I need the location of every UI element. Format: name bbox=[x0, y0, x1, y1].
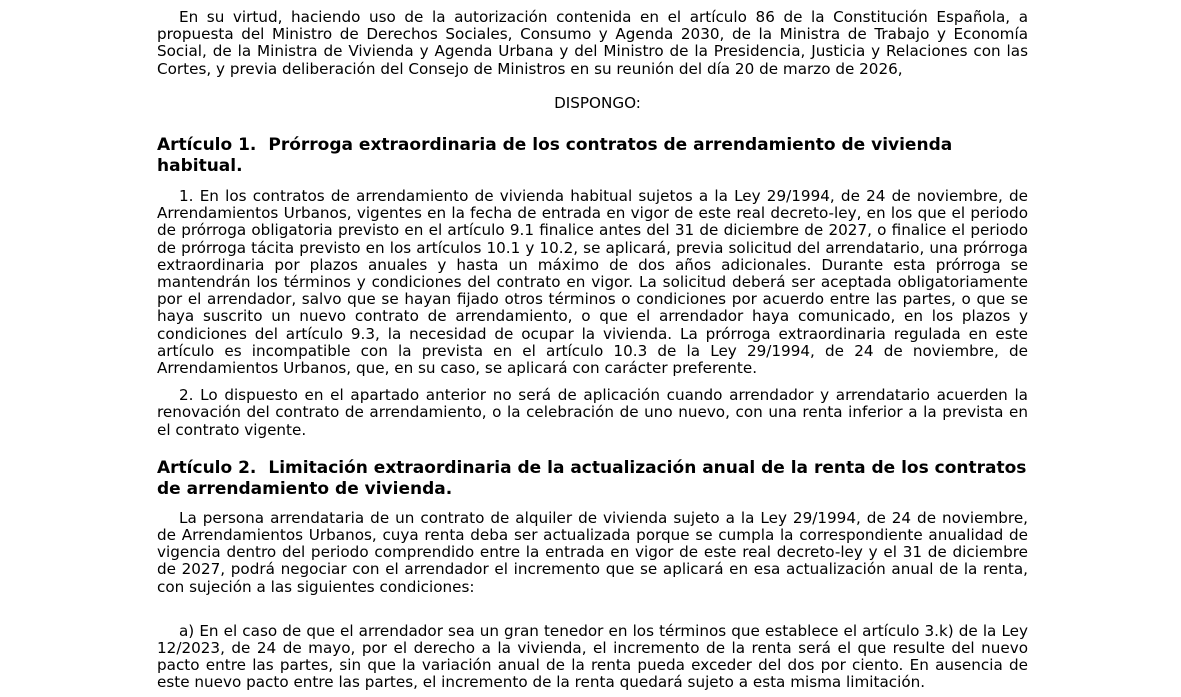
article-2-item-a: a) En el caso de que el arrendador sea un gran tenedor en los términos que establece el artículo 3.k) de la Ley 12/2023, de 24 de mayo, por el derecho a la vivienda, el incremento de la renta será el que resulte del nuevo pacto entre las partes, sin que la variación anual de la renta pueda exceder del dos por ciento. En ausencia de este nuevo pacto entre las partes, el incremento de la renta quedará sujeto a esta misma limitación. bbox=[157, 621, 1028, 692]
article-1-title: Prórroga extraordinaria de los contratos de arrendamiento de vivienda habitual. bbox=[157, 135, 953, 177]
dispongo-heading: DISPONGO: bbox=[554, 93, 641, 112]
article-1-heading bbox=[157, 135, 1028, 177]
article-2-title: Limitación extraordinaria de la actualización anual de la renta de los contratos de arrendamiento de vivienda. bbox=[157, 457, 1027, 499]
preamble-paragraph: En su virtud, haciendo uso de la autorización contenida en el artículo 86 de la Constitución Española, a propuesta del Ministro de Derechos Sociales, Consumo y Agenda 2030, de la Ministra de Trabajo y Economía Social, de la Ministra de Vivienda y Agenda Urbana y del Ministro de la Presidencia, Justicia y Relaciones con las Cortes, y previa deliberación del Consejo de Ministros en su reunión del día 20 de marzo de 2026, bbox=[157, 8, 1028, 78]
article-2-heading bbox=[157, 458, 1028, 500]
article-1-paragraph-2: 2. Lo dispuesto en el apartado anterior no será de aplicación cuando arrendador y arrendatario acuerden la renovación del contrato de arrendamiento, o la celebración de uno nuevo, con una renta inferior a la prevista en el contrato vigente. bbox=[157, 386, 1028, 439]
article-1-paragraph-1: 1. En los contratos de arrendamiento de vivienda habitual sujetos a la Ley 29/1994, de 24 de noviembre, de Arrendamientos Urbanos, vigentes en la fecha de entrada en vigor de este real decreto-ley, en los que el periodo de prórroga obligatoria previsto en el artículo 9.1 finalice antes del 31 de diciembre de 2027, o finalice el periodo de prórroga tácita previsto en los artículos 10.1 y 10.2, se aplicará, previa solicitud del arrendatario, una prórroga extraordinaria por plazos anuales y hasta un máximo de dos años adicionales. Durante esta prórroga se mantendrán los términos y condiciones del contrato en vigor. La solicitud deberá ser aceptada obligatoriamente por el arrendador, salvo que se hayan fijado otros términos o condiciones por acuerdo entre las partes, o que se haya suscrito un nuevo contrato de arrendamiento, o que el arrendador haya comunicado, en los plazos y condiciones del artículo 9.3, la necesidad de ocupar la vivienda. La prórroga extraordinaria regulada en este artículo es incompatible con la prevista en el artículo 10.3 de la Ley 29/1994, de 24 de noviembre, de Arrendamientos Urbanos, que, en su caso, se aplicará con carácter preferente. bbox=[157, 187, 1028, 378]
article-2-intro-paragraph: La persona arrendataria de un contrato de alquiler de vivienda sujeto a la Ley 29/1994, de 24 de noviembre, de Arrendamientos Urbanos, cuya renta deba ser actualizada porque se cumpla la correspondiente anualidad de vigencia dentro del periodo comprendido entre la entrada en vigor de este real decreto-ley y el 31 de diciembre de 2027, podrá negociar con el arrendador el incremento que se aplicará en esa actualización anual de la renta, con sujeción a las siguientes condiciones: bbox=[157, 508, 1028, 596]
article-1-number: Artículo 1. bbox=[157, 135, 257, 156]
article-2-number: Artículo 2. bbox=[157, 457, 257, 478]
document-body bbox=[157, 9, 1028, 692]
